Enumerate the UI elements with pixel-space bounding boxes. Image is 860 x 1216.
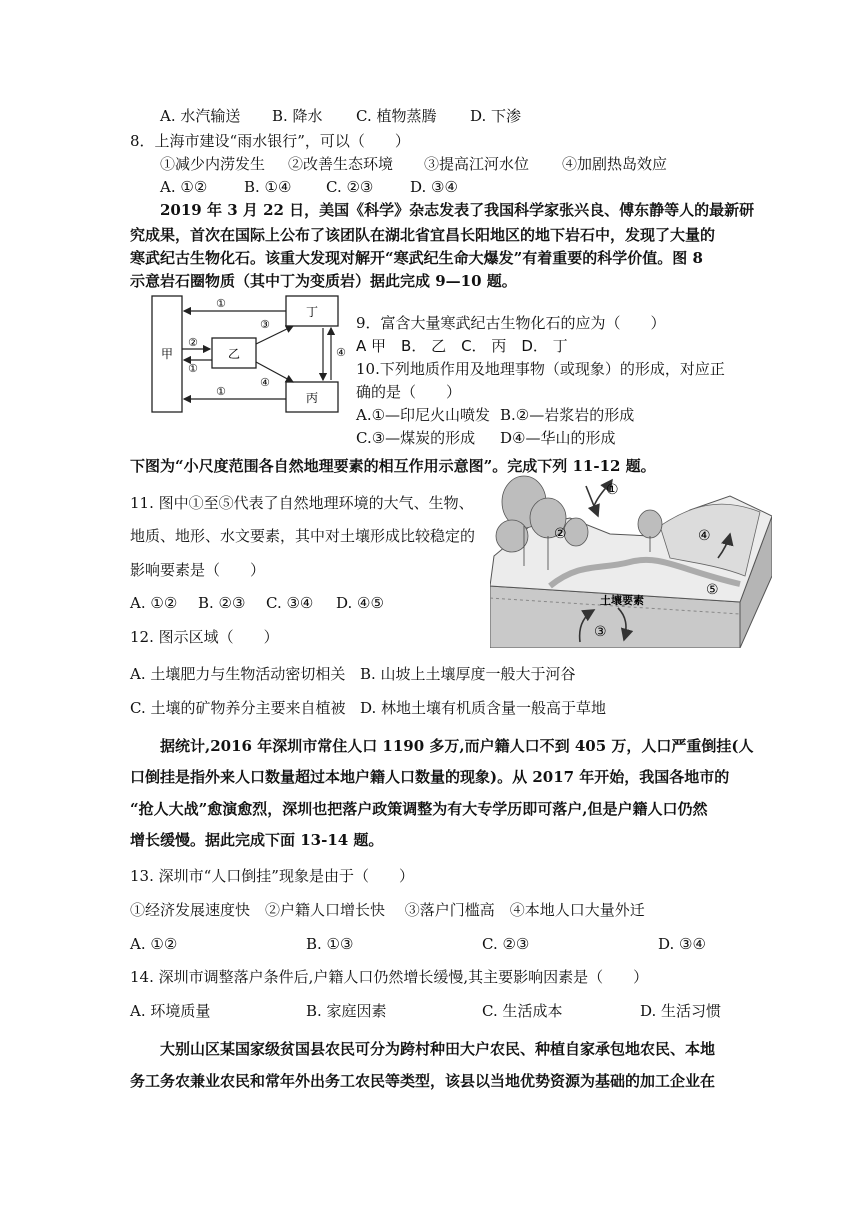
q13-option-d: D. ③④ xyxy=(658,935,706,953)
passage2-line-4: 增长缓慢。据此完成下面 13-14 题。 xyxy=(130,831,384,849)
arrow-label-3: ③ xyxy=(260,318,270,331)
q10-option-b: B.②—岩浆岩的形成 xyxy=(500,406,635,424)
box-yi-label: 乙 xyxy=(227,347,241,361)
arrow-label-1-mid: ① xyxy=(188,362,198,375)
q13-option-a: A. ①② xyxy=(130,935,178,953)
q8-item-2: ②改善生态环境 xyxy=(288,155,394,173)
q7-option-a: A. 水汽输送 xyxy=(160,107,241,125)
q12-option-c: C. 土壤的矿物养分主要来自植被 xyxy=(130,699,346,717)
q12-option-a: A. 土壤肥力与生物活动密切相关 xyxy=(130,665,346,683)
passage1-line-2: 究成果，首次在国际上公布了该团队在湖北省宜昌长阳地区的地下岩石中，发现了大量的 xyxy=(130,226,716,244)
q13-option-c: C. ②③ xyxy=(482,935,530,953)
q8-option-c: C. ②③ xyxy=(326,178,374,196)
q12-option-b: B. 山坡上土壤厚度一般大于河谷 xyxy=(360,665,576,683)
q11-stem-line-1: 11. 图中①至⑤代表了自然地理环境的大气、生物、 xyxy=(130,494,474,512)
q11-option-a: A. ①② xyxy=(130,594,178,612)
q8-option-a: A. ①② xyxy=(160,178,208,196)
q11-option-b: B. ②③ xyxy=(198,594,246,612)
q8-stem: 8．上海市建设“雨水银行”，可以（ ） xyxy=(130,132,410,150)
q11-option-d: D. ④⑤ xyxy=(336,594,384,612)
arrow-label-4-right: ④ xyxy=(336,346,346,359)
soil-interaction-diagram xyxy=(490,466,772,648)
q14-option-a: A. 环境质量 xyxy=(130,1002,211,1020)
passage2-line-3: “抢人大战”愈演愈烈，深圳也把落户政策调整为有大专学历即可落户,但是户籍人口仍然 xyxy=(130,800,708,818)
q8-item-1: ①减少内涝发生 xyxy=(160,155,266,173)
q7-option-d: D. 下渗 xyxy=(470,107,522,125)
passage3-line-1: 大别山区某国家级贫国县农民可分为跨村种田大户农民、种植自家承包地农民、本地 xyxy=(160,1040,716,1058)
q9-options: A 甲 B． 乙 C． 丙 D． 丁 xyxy=(356,337,568,355)
passage1-line-3: 寒武纪古生物化石。该重大发现对解开“寒武纪生命大爆发”有着重要的科学价值。图 8 xyxy=(130,249,703,267)
arrow-label-2: ② xyxy=(188,336,198,349)
q9-stem: 9．富含大量寒武纪古生物化石的应为（ ） xyxy=(356,314,666,332)
rock-cycle-diagram xyxy=(148,292,348,416)
soil-label-5: ⑤ xyxy=(706,582,719,598)
q13-option-b: B. ①③ xyxy=(306,935,354,953)
passage3-line-2: 务工务农兼业农民和常年外出务工农民等类型，该县以当地优势资源为基础的加工企业在 xyxy=(130,1072,716,1090)
q14-option-b: B. 家庭因素 xyxy=(306,1002,387,1020)
q10-stem-line-2: 确的是（ ） xyxy=(356,383,462,401)
q11-option-c: C. ③④ xyxy=(266,594,314,612)
soil-label-4: ④ xyxy=(698,528,711,544)
q14-stem: 14. 深圳市调整落户条件后,户籍人口仍然增长缓慢,其主要影响因素是（ ） xyxy=(130,968,649,986)
arrow-label-4-low: ④ xyxy=(260,376,270,389)
passage2-line-1: 据统计,2016 年深圳市常住人口 1190 多万,而户籍人口不到 405 万，人口严重倒挂(人 xyxy=(160,737,754,755)
box-ding-label: 丁 xyxy=(305,305,319,319)
arrow-label-1-bottom: ① xyxy=(216,385,226,398)
q11-stem-line-2: 地质、地形、水文要素，其中对土壤形成比较稳定的 xyxy=(130,527,476,545)
arrow-label-1-top: ① xyxy=(216,297,226,310)
box-bing-label: 丙 xyxy=(305,391,319,405)
q11-stem-line-3: 影响要素是（ ） xyxy=(130,561,266,579)
intro-11-12: 下图为“小尺度范围各自然地理要素的相互作用示意图”。完成下列 11-12 题。 xyxy=(130,457,656,475)
soil-label-3: ③ xyxy=(594,624,607,640)
q7-option-c: C. 植物蒸腾 xyxy=(356,107,437,125)
q10-stem-line-1: 10.下列地质作用及地理事物（或现象）的形成，对应正 xyxy=(356,360,725,378)
q8-item-4: ④加剧热岛效应 xyxy=(562,155,668,173)
q10-option-d: D④—华山的形成 xyxy=(500,429,616,447)
q10-option-a: A.①—印尼火山喷发 xyxy=(356,406,491,424)
soil-label-2: ② xyxy=(554,526,567,542)
soil-label-1: ① xyxy=(606,482,619,498)
q7-option-b: B. 降水 xyxy=(272,107,323,125)
passage1-line-1: 2019 年 3 月 22 日，美国《科学》杂志发表了我国科学家张兴良、傅东静等人的最新研 xyxy=(160,201,755,219)
q10-option-c: C.③—煤炭的形成 xyxy=(356,429,476,447)
passage1-line-4: 示意岩石圈物质（其中丁为变质岩）据此完成 9—10 题。 xyxy=(130,272,517,290)
q12-stem: 12. 图示区域（ ） xyxy=(130,628,279,646)
q8-option-b: B. ①④ xyxy=(244,178,292,196)
q13-items: ①经济发展速度快 ②户籍人口增长快 ③落户门槛高 ④本地人口大量外迁 xyxy=(130,901,645,919)
q13-stem: 13. 深圳市“人口倒挂”现象是由于（ ） xyxy=(130,867,414,885)
q14-option-d: D. 生活习惯 xyxy=(640,1002,722,1020)
box-jia-label: 甲 xyxy=(160,347,174,361)
q12-option-d: D. 林地土壤有机质含量一般高于草地 xyxy=(360,699,607,717)
q8-option-d: D. ③④ xyxy=(410,178,458,196)
soil-element-label: 土壤要素 xyxy=(600,594,644,607)
passage2-line-2: 口倒挂是指外来人口数量超过本地户籍人口数量的现象)。从 2017 年开始，我国各地市的 xyxy=(130,768,730,786)
q8-item-3: ③提高江河水位 xyxy=(424,155,530,173)
q14-option-c: C. 生活成本 xyxy=(482,1002,563,1020)
